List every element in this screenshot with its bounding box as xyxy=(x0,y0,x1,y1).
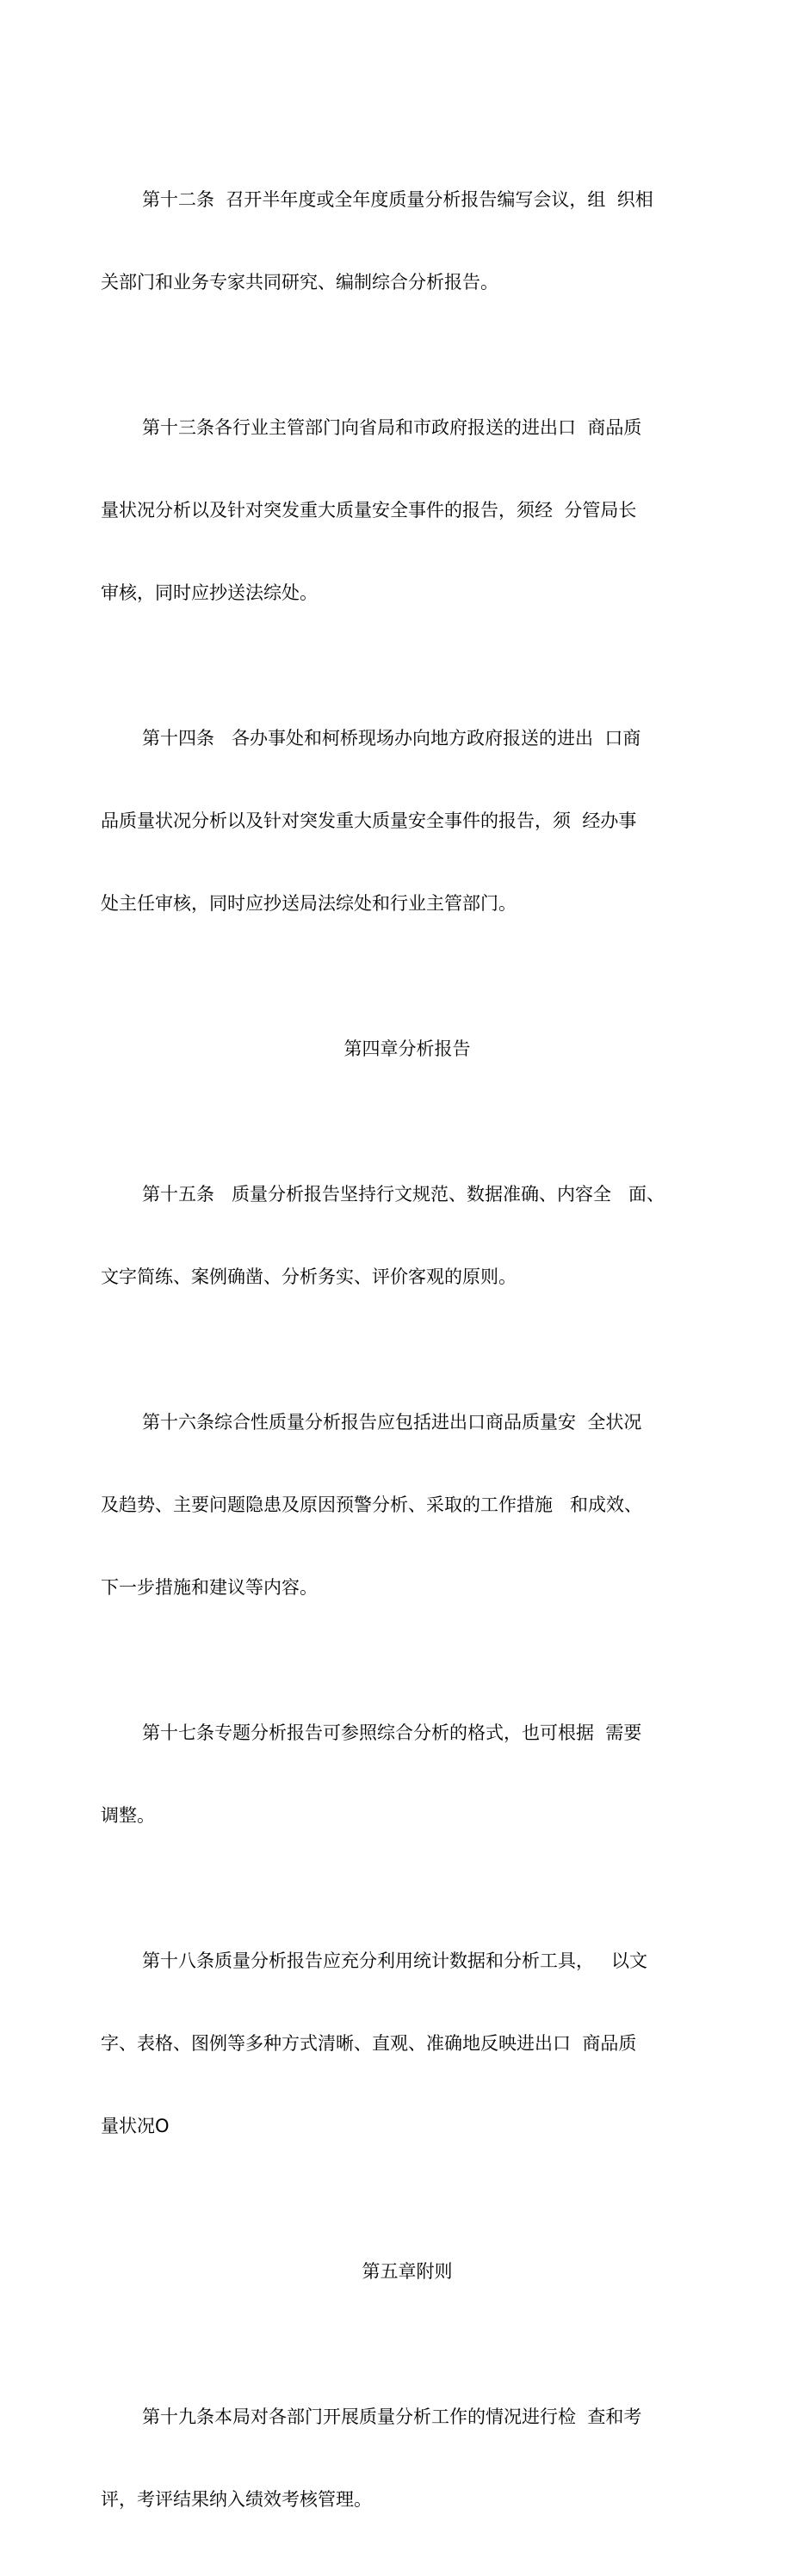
chapter-4-heading xyxy=(111,980,703,1118)
article-17 xyxy=(101,1664,703,1884)
article-15 xyxy=(101,1125,703,1346)
text-line: 调整。 xyxy=(101,1805,155,1826)
text-line: 第十五条 质量分析报告坚持行文规范、数据准确、内容全 面、 xyxy=(142,1184,665,1205)
text-line: 第十七条专题分析报告可参照综合分析的格式，也可根据 需要 xyxy=(142,1722,642,1743)
document-body xyxy=(101,131,703,2576)
chapter-5-heading xyxy=(111,2203,703,2340)
text-line: 文字简练、案例确凿、分析务实、评价客观的原则。 xyxy=(101,1266,517,1287)
article-19 xyxy=(101,2348,703,2568)
article-16 xyxy=(101,1353,703,1656)
chapter-title: 第五章附则 xyxy=(362,2261,453,2282)
text-line: 第十二条 召开半年度或全年度质量分析报告编写会议，组 织相 xyxy=(142,189,653,210)
text-line: 及趋势、主要问题隐患及原因预警分析、采取的工作措施 和成效、 xyxy=(101,1494,643,1515)
article-13 xyxy=(101,359,703,662)
text-line: 第十九条本局对各部门开展质量分析工作的情况进行检 查和考 xyxy=(142,2407,642,2427)
article-18 xyxy=(101,1892,703,2195)
text-line: 处主任审核，同时应抄送局法综处和行业主管部门。 xyxy=(101,893,517,914)
article-14 xyxy=(101,669,703,972)
text-line: 量状况分析以及针对突发重大质量安全事件的报告，须经 分管局长 xyxy=(101,500,637,521)
text-line: 品质量状况分析以及针对突发重大质量安全事件的报告，须 经办事 xyxy=(101,810,637,831)
chapter-title: 第四章分析报告 xyxy=(343,1038,471,1059)
text-line: 第十六条综合性质量分析报告应包括进出口商品质量安 全状况 xyxy=(142,1412,642,1433)
text-line: 审核，同时应抄送法综处。 xyxy=(101,582,318,603)
text-line: 字、表格、图例等多种方式清晰、直观、准确地反映进出口 商品质 xyxy=(101,2033,637,2054)
text-line: 第十四条 各办事处和柯桥现场办向地方政府报送的进出 口商 xyxy=(142,728,641,749)
text-line: 量状况O xyxy=(101,2116,170,2136)
text-line: 第十八条质量分析报告应充分利用统计数据和分析工具， 以文 xyxy=(142,1950,648,1971)
text-line: 第十三条各行业主管部门向省局和市政府报送的进出口 商品质 xyxy=(142,417,642,438)
text-line: 下一步措施和建议等内容。 xyxy=(101,1577,318,1598)
text-line: 关部门和业务专家共同研究、编制综合分析报告。 xyxy=(101,272,498,293)
article-12 xyxy=(101,131,703,351)
text-line: 评，考评结果纳入绩效考核管理。 xyxy=(101,2489,372,2510)
